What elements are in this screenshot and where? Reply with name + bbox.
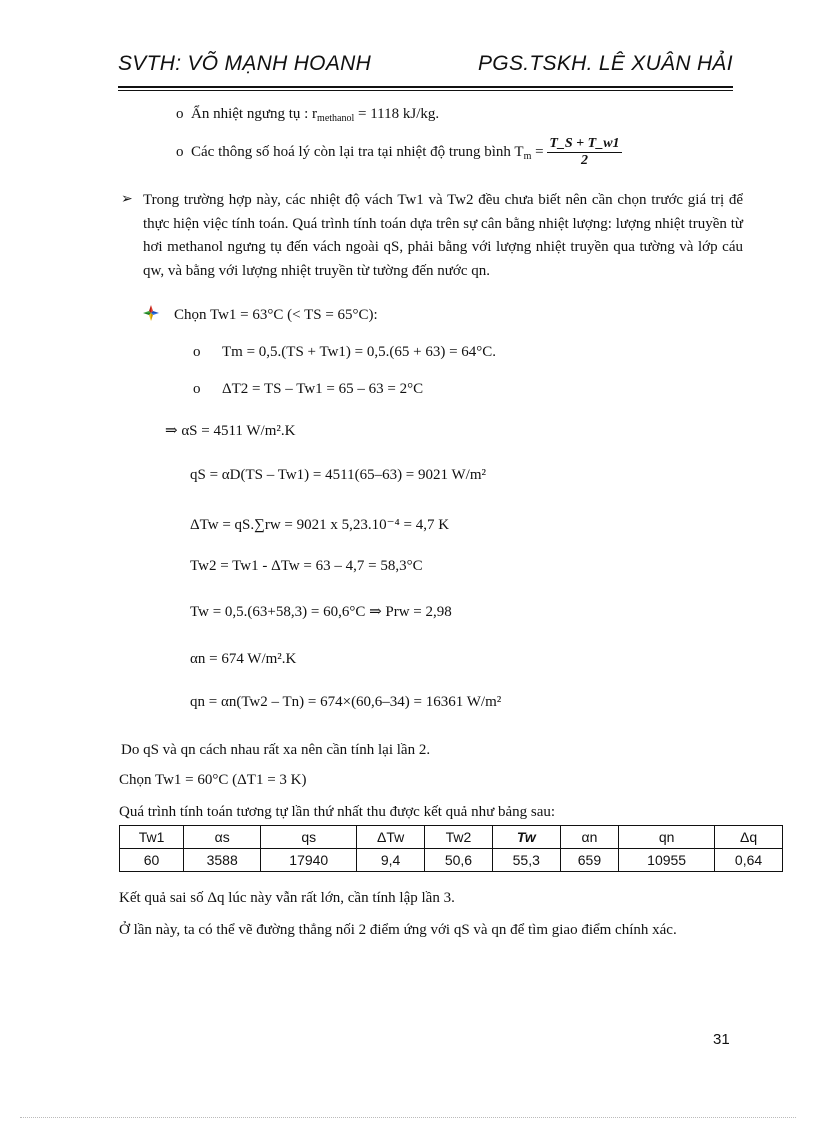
- page-number: 31: [713, 1031, 730, 1048]
- table-cell: 9,4: [357, 849, 425, 872]
- explanation-paragraph: Trong trường hợp này, các nhiệt độ vách Tw1 và Tw2 đều chưa biết nên cần chọn trước giá trị để thực hiện việc tính toán. Quá trình tính toán dựa trên sự cân bằng nhiệt lượng: lượng nhiệt truyền từ hơi methanol ngưng tụ đến vách ngoài qS, phải bằng với lượng nhiệt truyền qua tường và lớp cáu qw, và bằng với lượng nhiệt truyền từ tường đến nước qn.: [143, 192, 743, 279]
- latent-heat-value: = 1118 kJ/kg.: [354, 106, 440, 122]
- arrow-bullet-icon: ➢: [121, 192, 133, 207]
- mean-temp-fraction: [547, 136, 621, 169]
- table-header-cell: Tw1: [120, 826, 184, 849]
- text-recompute: Do qS và qn cách nhau rất xa nên cần tính lại lần 2.: [121, 742, 431, 758]
- latent-heat-text: Ẩn nhiệt ngưng tụ : r: [191, 106, 318, 122]
- text-still-large-error: Kết quả sai số Δq lúc này vẫn rất lớn, cần tính lập lần 3.: [119, 890, 455, 906]
- properties-eq: =: [531, 143, 548, 160]
- table-cell: 55,3: [492, 849, 560, 872]
- header-supervisor: PGS.TSKH. LÊ XUÂN HẢI: [478, 52, 733, 75]
- table-header-cell: qn: [619, 826, 715, 849]
- eq-tw2: Tw2 = Tw1 - ΔTw = 63 – 4,7 = 58,3°C: [190, 558, 423, 574]
- eq-tw-mean: Tw = 0,5.(63+58,3) = 60,6°C ⇒ Prw = 2,98: [190, 604, 452, 620]
- eq-qn: qn = αn(Tw2 – Tn) = 674×(60,6–34) = 16361 W/m²: [190, 694, 502, 710]
- bullet-marker: o: [176, 106, 184, 122]
- fraction-denominator: 2: [580, 153, 588, 168]
- text-third-iteration: Ở lần này, ta có thể vẽ đường thẳng nối 2 điểm ứng với qS và qn để tìm giao điểm chính xác.: [119, 922, 677, 938]
- bullet-properties: [176, 136, 622, 169]
- table-header-cell: Tw: [492, 826, 560, 849]
- table-header-row: [120, 826, 783, 849]
- fraction-numerator: T_S + T_w1: [549, 136, 620, 151]
- choose-tw1-63: Chọn Tw1 = 63°C (< TS = 65°C):: [174, 307, 378, 323]
- table-cell: 10955: [619, 849, 715, 872]
- eq-alpha-s: ⇒ αS = 4511 W/m².K: [165, 423, 296, 439]
- header-rule-thin: [118, 90, 733, 91]
- header-author: SVTH: VÕ MẠNH HOANH: [118, 52, 372, 75]
- table-cell: 3588: [184, 849, 261, 872]
- eq-qs: qS = αD(TS – Tw1) = 4511(65–63) = 9021 W/m²: [190, 467, 486, 483]
- table-header-cell: Tw2: [425, 826, 493, 849]
- table-header-cell: Δq: [715, 826, 783, 849]
- table-header-cell: αn: [560, 826, 618, 849]
- latent-heat-sub: methanol: [317, 113, 355, 124]
- bullet-marker: o: [176, 143, 184, 160]
- properties-sub: m: [523, 150, 532, 162]
- text-table-intro: Quá trình tính toán tương tự lần thứ nhất thu được kết quả như bảng sau:: [119, 804, 556, 820]
- table-cell: 60: [120, 849, 184, 872]
- results-table: [119, 825, 783, 872]
- page-bottom-border: [20, 1117, 796, 1118]
- table-cell: 17940: [261, 849, 357, 872]
- bullet-latent-heat: [176, 106, 439, 124]
- sub-bullet-marker: o: [193, 344, 201, 360]
- eq-delta-tw: ΔTw = qS.∑rw = 9021 x 5,23.10⁻⁴ = 4,7 K: [190, 517, 450, 533]
- eq-tm: Tm = 0,5.(TS + Tw1) = 0,5.(65 + 63) = 64°C.: [222, 344, 497, 360]
- pinwheel-icon: [143, 305, 159, 321]
- table-cell: 50,6: [425, 849, 493, 872]
- text-choose-tw1-60: Chọn Tw1 = 60°C (ΔT1 = 3 K): [119, 772, 307, 788]
- sub-bullet-marker: o: [193, 381, 201, 397]
- table-cell: 0,64: [715, 849, 783, 872]
- eq-alpha-n: αn = 674 W/m².K: [190, 651, 297, 667]
- table-header-cell: qs: [261, 826, 357, 849]
- table-cell: 659: [560, 849, 618, 872]
- table-header-cell: αs: [184, 826, 261, 849]
- eq-delta-t2: ΔT2 = TS – Tw1 = 65 – 63 = 2°C: [222, 381, 424, 397]
- properties-text: Các thông số hoá lý còn lại tra tại nhiệt độ trung bình T: [191, 143, 524, 160]
- header-rule-thick: [118, 86, 733, 88]
- table-row: [120, 849, 783, 872]
- table-header-cell: ΔTw: [357, 826, 425, 849]
